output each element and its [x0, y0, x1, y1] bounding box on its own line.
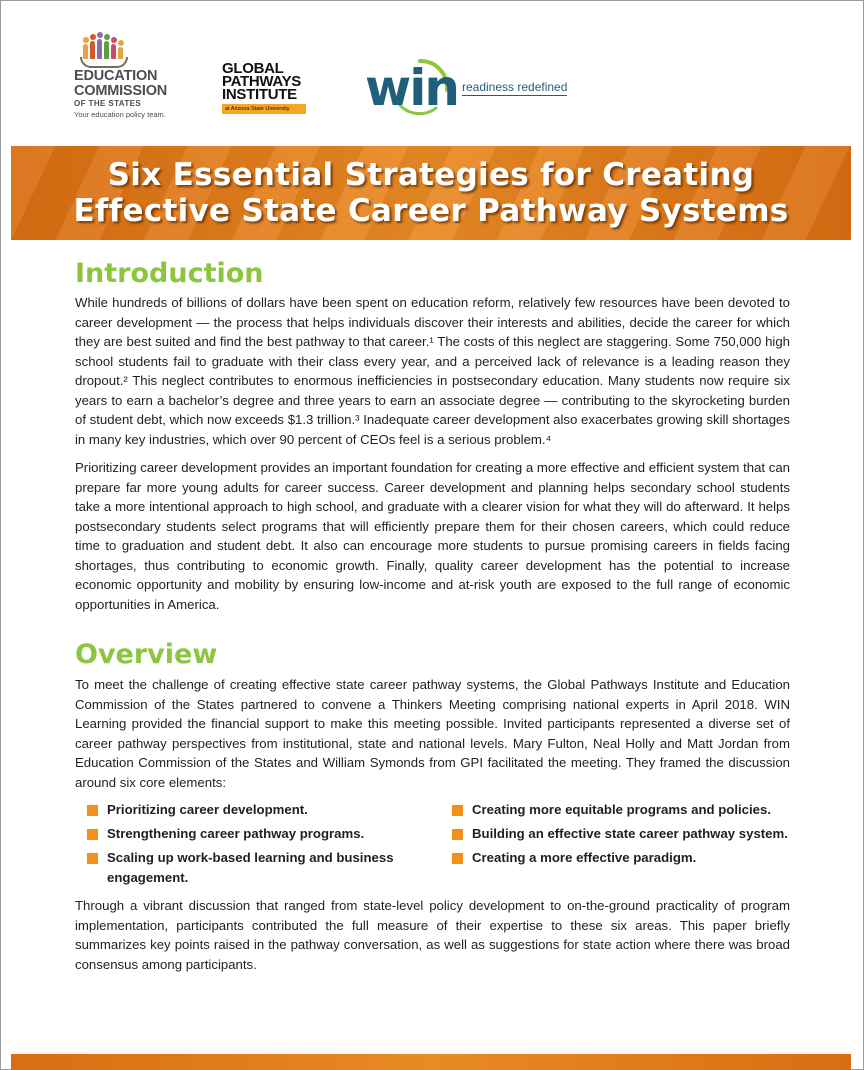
list-item-label: Building an effective state career pathway system. [472, 826, 788, 841]
gpi-logo [222, 62, 318, 114]
list-item [440, 848, 790, 888]
square-bullet-icon [452, 805, 463, 816]
ecs-name-line1: EDUCATION [74, 68, 158, 84]
list-item-label: Prioritizing career development. [107, 802, 308, 817]
ecs-name-line2: COMMISSION [74, 83, 168, 99]
ecs-tagline: Your education policy team. [74, 110, 166, 119]
introduction-paragraph-1: While hundreds of billions of dollars have been spent on education reform, relatively few resources have been devoted to career development — the process that helps individuals discover their interests and abilities, decide the career for which they are best suited and find the best pathway to that career.¹ The costs of this neglect are staggering. Some 750,000 high school students fail to graduate with their class every year, and a perceived lack of relevance is a leading reason they dropout.² This neglect contributes to enormous inefficiencies in postsecondary education. Many students now require six years to earn a bachelor’s degree and three years to earn an associate degree — contributing to the skyrocketing burden of student debt, which now exceeds $1.3 trillion.³ Inadequate career development also exacerbates growing skill shortages in many key industries, which over 90 percent of CEOs feel is a serious problem.⁴ [75, 295, 790, 447]
ecs-people-icon [83, 33, 204, 59]
list-item-label: Strengthening career pathway programs. [107, 826, 365, 841]
core-elements-list [75, 800, 790, 888]
ecs-name-line3: OF THE STATES [74, 99, 142, 108]
win-logo [365, 58, 458, 118]
overview-intro: To meet the challenge of creating effective state career pathway systems, the Global Pathways Institute and Education Commission of the States partnered to convene a Thinkers Meeting comprising national experts in April 2018. WIN Learning provided the financial support to make this meeting possible. Invited participants represented a diverse set of career pathway perspectives from institutional, state and national levels. Mary Fulton, Neal Holly and Matt Jordan from Education Commission of the States and William Symonds from GPI facilitated the meeting. They framed the discussion around six core elements: [75, 677, 790, 790]
list-item-label: Creating a more effective paradigm. [472, 850, 697, 865]
gpi-line2: PATHWAYS [222, 73, 302, 90]
square-bullet-icon [452, 829, 463, 840]
gpi-line1: GLOBAL [222, 60, 284, 77]
bottom-bar [11, 1054, 851, 1070]
list-item-label: Creating more equitable programs and policies. [472, 802, 771, 817]
list-item [75, 848, 440, 888]
win-tagline: readiness redefined [462, 80, 568, 94]
gpi-badge: at Arizona State University [222, 104, 306, 114]
list-item [75, 800, 440, 820]
introduction-paragraph-2: Prioritizing career development provides an important foundation for creating a more effective and efficient system that can prepare far more young adults for career success. Career development and planning helps secondary school students take a more intentional approach to high school, and graduate with a clearer vision for what they will do afterward. It helps postsecondary students select programs that will efficiently prepare them for their chosen careers, which could reduce time to graduation and student debt. It also can encourage more students to pursue promising careers in fields facing shortages, thus contributing to economic growth. Finally, quality career development has the potential to increase economic opportunity and mobility by ensuring low-income and at-risk youth are exposed to the full range of economic opportunities in America. [75, 460, 790, 612]
overview-heading: Overview [75, 639, 218, 670]
list-item [440, 800, 790, 820]
introduction-section [75, 259, 790, 614]
introduction-heading: Introduction [75, 258, 264, 289]
list-item [440, 824, 790, 844]
square-bullet-icon [87, 805, 98, 816]
gpi-line3: INSTITUTE [222, 86, 297, 103]
square-bullet-icon [452, 853, 463, 864]
ecs-logo [74, 33, 204, 119]
list-item-label: Scaling up work-based learning and business engagement. [107, 850, 394, 885]
overview-section [75, 640, 790, 974]
title-line2: Effective State Career Pathway Systems [73, 193, 789, 229]
win-wordmark: win [365, 59, 458, 117]
title-banner [11, 146, 851, 240]
square-bullet-icon [87, 853, 98, 864]
square-bullet-icon [87, 829, 98, 840]
title-line1: Six Essential Strategies for Creating [107, 157, 755, 193]
overview-closing: Through a vibrant discussion that ranged from state-level policy development to on-the-ground practicality of program implementation, participants contributed the full measure of their expertise to these six areas. This paper briefly summarizes key points raised in the pathway conversation, as well as suggestions for state action where there was broad consensus among participants. [75, 898, 790, 972]
list-item [75, 824, 440, 844]
